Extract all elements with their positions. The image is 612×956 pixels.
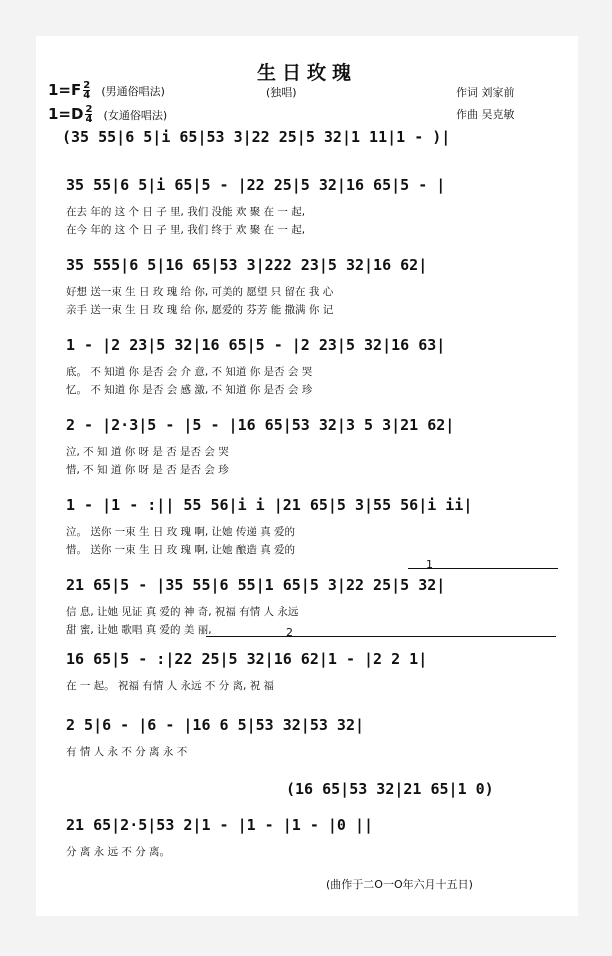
lyric-line-6a: 信 息, 让她 见证 真 爱的 神 奇, 祝福 有情 人 永远: [66, 606, 299, 618]
lyric-line-1a: 在去 年的 这 个 日 子 里, 我们 没能 欢 聚 在 一 起,: [66, 206, 306, 218]
notation-system-7: 16 65|5 - :|22 25|5 32|16 62|1 - |2 2 1|: [66, 650, 428, 668]
notation-system-coda-upper: (16 65|53 32|21 65|1 0): [286, 780, 494, 798]
lyric-line-7a: 在 一 起。 祝福 有情 人 永远 不 分 离, 祝 福: [66, 680, 275, 692]
composition-date: (曲作于二O一O年六月十五日): [326, 878, 473, 891]
lyricist: 作词 刘家前: [456, 86, 515, 99]
lyric-line-4b: 惜, 不 知 道 你 呀 是 否 是否 会 珍: [66, 464, 229, 476]
notation-system-1: 35 55|6 5|i 65|5 - |22 25|5 32|16 65|5 - |: [66, 176, 446, 194]
notation-system-8: 2 5|6 - |6 - |16 6 5|53 32|53 32|: [66, 716, 365, 734]
key-female: 1=D $\frac{2}{4}$ (女通俗唱法): [48, 104, 168, 125]
volta-2-bracket: [206, 636, 556, 637]
male-style-note: (男通俗唱法): [101, 85, 165, 98]
lyric-line-5a: 泣。 送你 一束 生 日 玫 瑰 啊, 让她 传递 真 爱的: [66, 526, 296, 538]
notation-system-4: 2 - |2·3|5 - |5 - |16 65|53 32|3 5 3|21 62|: [66, 416, 455, 434]
notation-system-5: 1 - |1 - :|| 55 56|i i |21 65|5 3|55 56|i ii|: [66, 496, 473, 514]
lyric-line-8a: 有 情 人 永 不 分 离 永 不: [66, 746, 188, 758]
key-male: 1=F $\frac{2}{4}$ (男通俗唱法): [48, 80, 165, 101]
lyric-line-1b: 在今 年的 这 个 日 子 里, 我们 终于 欢 聚 在 一 起,: [66, 224, 306, 236]
notation-system-2: 35 555|6 5|16 65|53 3|222 23|5 32|16 62|: [66, 256, 428, 274]
female-style-note: (女通俗唱法): [103, 109, 168, 122]
notation-system-6: 21 65|5 - |35 55|6 55|1 65|5 3|22 25|5 32|: [66, 576, 446, 594]
notation-system-10: 21 65|2·5|53 2|1 - |1 - |1 - |0 ||: [66, 816, 374, 834]
lyric-line-4a: 泣, 不 知 道 你 呀 是 否 是否 会 哭: [66, 446, 229, 458]
lyric-line-5b: 惜。 送你 一束 生 日 玫 瑰 啊, 让她 酿造 真 爱的: [66, 544, 296, 556]
notation-system-3: 1 - |2 23|5 32|16 65|5 - |2 23|5 32|16 63|: [66, 336, 446, 354]
lyric-line-3a: 底。 不 知道 你 是否 会 介 意, 不 知道 你 是否 会 哭: [66, 366, 313, 378]
lyric-line-10a: 分 离 永 远 不 分 离。: [66, 846, 171, 858]
volta-2-label: 2: [286, 626, 293, 639]
lyric-line-2a: 好想 送一束 生 日 玫 瑰 给 你, 可美的 愿望 只 留在 我 心: [66, 286, 334, 298]
notation-system-intro: (35 55|6 5|i 65|53 3|22 25|5 32|1 11|1 - )|: [62, 128, 451, 146]
solo-label: (独唱): [266, 86, 297, 99]
composer: 作曲 吴克敏: [456, 108, 515, 121]
volta-1-label: 1: [426, 558, 433, 571]
lyric-line-2b: 亲手 送一束 生 日 玫 瑰 给 你, 愿爱的 芬芳 能 撒满 你 记: [66, 304, 334, 316]
song-title: 生日玫瑰: [256, 62, 357, 84]
lyric-line-3b: 忆。 不 知道 你 是否 会 感 激, 不 知道 你 是否 会 珍: [66, 384, 313, 396]
score-sheet: [36, 36, 578, 916]
lyric-line-6b: 甜 蜜, 让她 歌唱 真 爱的 美 丽,: [66, 624, 212, 636]
